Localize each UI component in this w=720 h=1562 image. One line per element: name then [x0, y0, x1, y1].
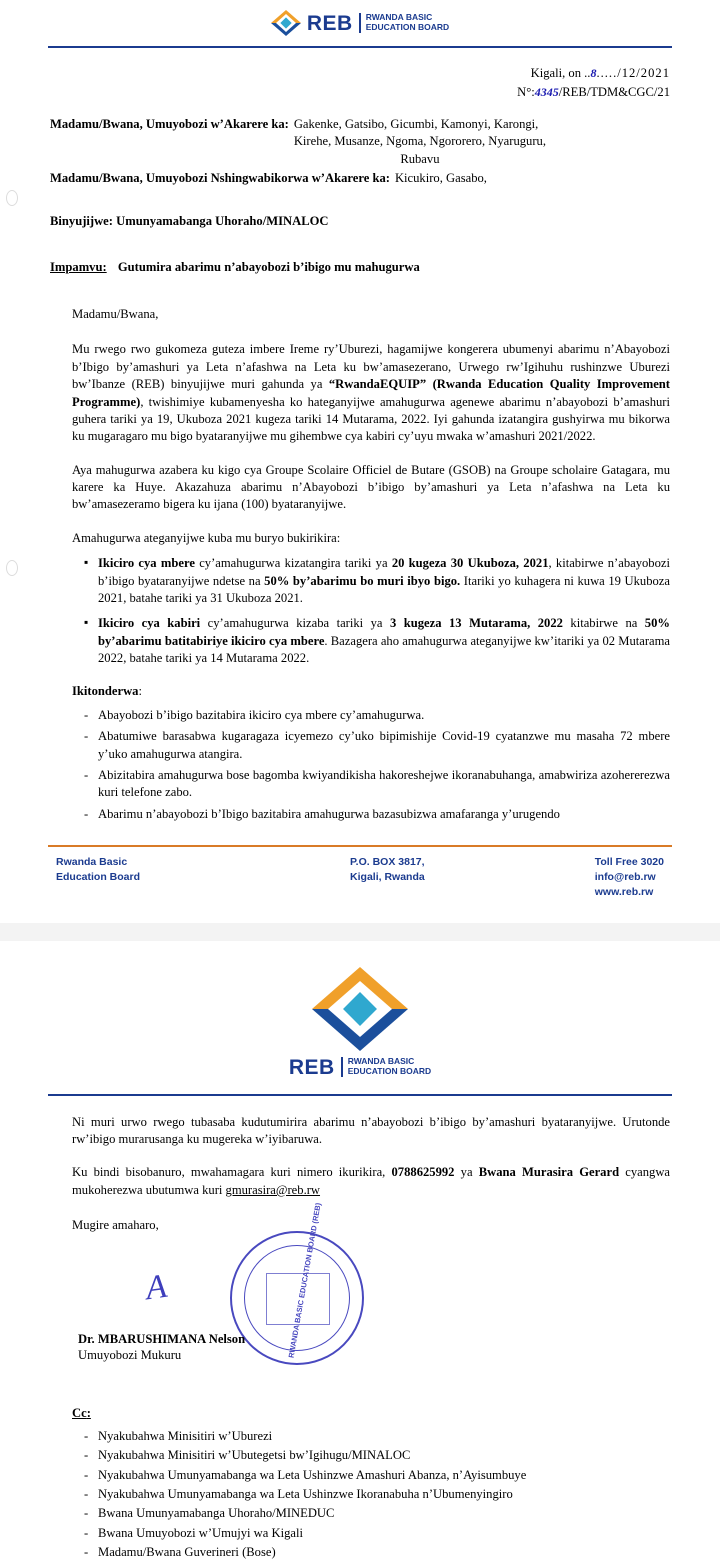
letter-sheet-2 — [0, 941, 720, 1562]
cc-list — [50, 1428, 670, 1562]
footer-org: Rwanda Basic Education Board — [56, 856, 141, 884]
reb-logo-header — [0, 0, 720, 42]
date-line: Kigali, on ..8...../12/2021 — [530, 66, 670, 80]
reb-logo-icon — [271, 10, 301, 36]
reb-logo-large — [0, 941, 720, 1078]
list-item: ▪ Ikiciro cya mbere cy’amahugurwa kizatangira tariki ya 20 kugeza 30 Ukuboza, 2021, kitabirwe n’abayobozi b’ibigo byataranyijwe ndetse na 50% by’abarimu bo muri ibyo bigo. Itariki yo kuhagera ni kuwa 19 Ukuboza 2021, batahe tariki ya 31 Ukuboza 2021. — [72, 555, 670, 607]
letter-body-1 — [0, 48, 720, 823]
list-item: - Nyakubahwa Umunyamabanga wa Leta Ushinzwe Amashuri Abanza, n’Ayisumbuye — [72, 1467, 670, 1484]
date-reference-block — [50, 64, 670, 102]
paragraph-2: Aya mahugurwa azabera ku kigo cya Groupe Scolaire Officiel de Butare (GSOB) na Groupe scholaire Gatagara, mu karere ka Huye. Akazahuza abarimu n’Abayobozi b’ibigo by’amashuri ya Leta n’afashwa na Leta ku bw’amasezeramo bigera ku ijana (100) byataranyijwe. — [72, 462, 670, 512]
list-item: - Nyakubahwa Umunyamabanga wa Leta Ushinzwe Ikoranabuha n’Ubumenyingiro — [72, 1486, 670, 1503]
logo-subtext: RWANDA BASIC EDUCATION BOARD — [341, 1057, 431, 1077]
punch-hole — [6, 560, 18, 576]
list-item: - Bwana Umuyobozi w’Umujyi wa Kigali — [72, 1525, 670, 1542]
copy-to-line: Binyujijwe: Umunyamabanga Uhoraho/MINALOC — [50, 214, 329, 229]
handwritten-signature: A — [143, 1267, 170, 1307]
list-item: - Abatumiwe barasabwa kugaragaza icyemezo cy’uko bipimishije Covid-19 cyatanzwe mu masaha 72 mbere y’uko amahugurwa atangira. — [72, 728, 670, 763]
subject-line: Impamvu: Gutumira abarimu n’abayobozi b’ibigo mu mahugurwa — [50, 259, 420, 274]
salutation: Madamu/Bwana, — [72, 307, 159, 322]
sheet-separator — [0, 923, 720, 941]
stamp-text: RWANDA BASIC EDUCATION BOARD (REB) — [286, 1201, 323, 1359]
list-item: - Nyakubahwa Minisitiri w’Ubutegetsi bw’Igihugu/MINALOC — [72, 1447, 670, 1464]
footer-address: P.O. BOX 3817, Kigali, Rwanda — [350, 856, 425, 884]
paragraph-1: Mu rwego rwo gukomeza guteza imbere Ireme ry’Uburezi, hagamijwe kongerera ubumenyi abarimu n’Abayobozi b’Ibigo by’amashuri ya Leta n’afashwa na Leta ku bw’amasezerano, Urwego rw’Igihuhu rushinzwe Uburezi bw’Ibanze (REB) binyujijwe muri gahunda ya “RwandaEQUIP” (Rwanda Education Quality Improvement Programme), twishimiye kubamenyesha ko hateganyijwe amahugurwa agenewe abarimu n’abayobozi b’amashuri guhera tariki ya 19, Ukuboza 2021 kugeza tariki 14 Mutarama, 2022. Iyi gahunda izatangira gushyirwa mu bikorwa ku mugaragaro mu bigo byataranyijwe mu gihembwe cya kabiri cy’uyu mwaka w’amashuri 2021/2022. — [72, 342, 670, 444]
recipient-row-2: Madamu/Bwana, Umuyobozi Nshingwabikorwa w’Akarere ka: Kicukiro, Gasabo, — [50, 170, 487, 185]
page-footer — [0, 847, 720, 915]
training-phases-list — [50, 555, 670, 667]
paragraph-3: Amahugurwa ateganyijwe kuba mu buryo bukirikira: — [72, 530, 341, 545]
logo-wordmark: REB — [288, 1055, 335, 1079]
footer-contact: Toll Free 3020 info@reb.rw www.reb.rw — [595, 855, 664, 901]
list-item: - Madamu/Bwana Guverineri (Bose) — [72, 1544, 670, 1561]
logo-subtext: RWANDA BASIC EDUCATION BOARD — [359, 13, 449, 33]
notes-heading: Ikitonderwa: — [72, 684, 142, 699]
punch-hole — [6, 190, 18, 206]
list-item: - Abarimu n’abayobozi b’Ibigo bazitabira amahugurwa bazasubizwa amafaranga y’urugendo — [72, 806, 670, 823]
paragraph-5: Ku bindi bisobanuro, mwahamagara kuri nimero ikurikira, 0788625992 ya Bwana Murasira Gerard cyangwa mukoherezwa ubutumwa kuri gmurasira@reb.rw — [72, 1165, 671, 1197]
footer-website[interactable]: www.reb.rw — [594, 886, 654, 899]
official-stamp — [230, 1201, 364, 1365]
list-item: ▪ Ikiciro cya kabiri cy’amahugurwa kizaba tariki ya 3 kugeza 13 Mutarama, 2022 kitabirwe na 50% by’abarimu batitabiriye ikiciro cya mbere. Bazagera aho amahugurwa ateganyijwe kw’itariki ya 02 Mutarama 2022, batahe tariki ya 14 Mutarama 2022. — [72, 615, 670, 667]
logo-wordmark: REB — [306, 11, 353, 35]
contact-email-link[interactable]: gmurasira@reb.rw — [225, 1182, 321, 1197]
paragraph-4: Ni muri urwo rwego tubasaba kudutumirira abarimu n’abayobozi b’ibigo by’amashuri byataranyijwe. Urutonde rw’ibigo murarusanga ku mugereka w’iyibaruwa. — [72, 1114, 670, 1147]
notes-list — [50, 707, 670, 823]
signer-name: Dr. MBARUSHIMANA Nelson — [78, 1331, 246, 1346]
list-item: - Nyakubahwa Minisitiri w’Uburezi — [72, 1428, 670, 1445]
reference-line: N°:4345/REB/TDM&CGC/21 — [517, 84, 670, 99]
closing-line: Mugire amaharo, — [72, 1218, 159, 1233]
footer-email[interactable]: info@reb.rw — [594, 871, 656, 884]
list-item: - Abizitabira amahugurwa bose bagomba kwiyandikisha hakoreshejwe ikoranabuhanga, amabwiriza azohererezwa kuri telefone zabo. — [72, 767, 670, 802]
reb-logo-icon — [312, 967, 408, 1051]
reference-handwritten: 4345 — [534, 84, 559, 99]
recipient-row-1: Madamu/Bwana, Umuyobozi w’Akarere ka: Gakenke, Gatsibo, Gicumbi, Kamonyi, Karongi, Kirehe, Musanze, Ngoma, Ngororero, Nyaruguru, Rubavu — [50, 116, 546, 166]
signer-title: Umuyobozi Mukuru — [78, 1347, 182, 1362]
list-item: - Abayobozi b’ibigo bazitabira ikiciro cya mbere cy’amahugurwa. — [72, 707, 670, 724]
date-handwritten: 8 — [590, 66, 597, 80]
cc-heading: Cc: — [72, 1405, 91, 1420]
list-item: - Bwana Umunyamabanga Uhoraho/MINEDUC — [72, 1505, 670, 1522]
letter-body-2 — [0, 1096, 720, 1562]
